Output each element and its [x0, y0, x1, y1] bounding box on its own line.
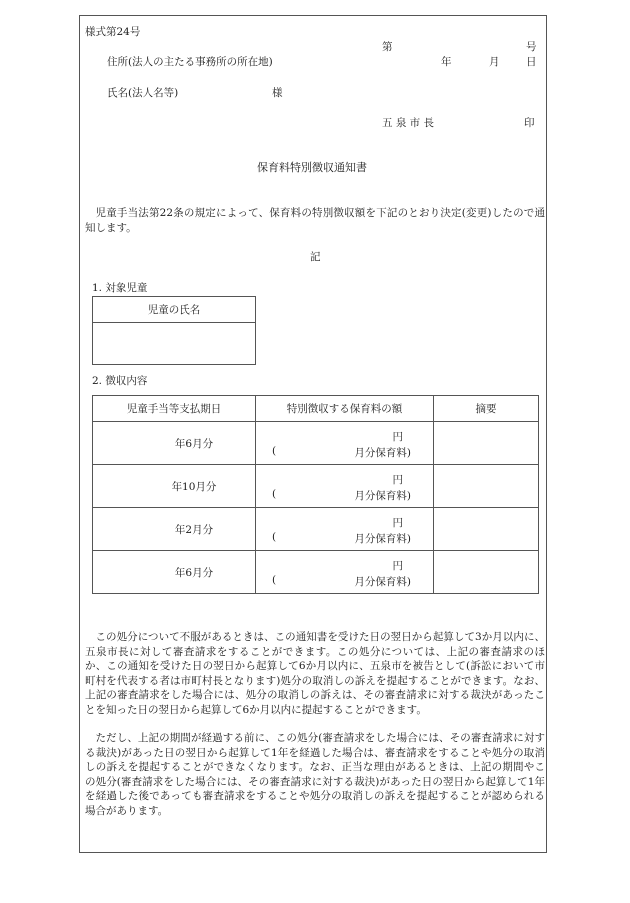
address-label: 住所(法人の主たる事務所の所在地) — [107, 56, 273, 68]
period-cell: 年10月分 — [93, 465, 256, 508]
table-row — [93, 508, 539, 551]
section2-heading: 2. 徴収内容 — [92, 375, 148, 387]
honorific: 様 — [272, 87, 283, 99]
ki-mark: 記 — [310, 251, 321, 263]
remarks-cell[interactable] — [434, 508, 539, 551]
date-month: 月 — [489, 56, 500, 68]
amount-cell[interactable] — [256, 465, 434, 508]
yen-label: 円 — [392, 431, 403, 443]
col-remarks: 摘要 — [434, 396, 539, 422]
remarks-cell[interactable] — [434, 422, 539, 465]
seal-mark: 印 — [524, 117, 535, 129]
remarks-cell[interactable] — [434, 465, 539, 508]
form-number: 様式第24号 — [85, 26, 141, 38]
yen-label: 円 — [392, 560, 403, 572]
child-table — [92, 296, 256, 365]
amount-cell[interactable] — [256, 508, 434, 551]
table-row — [93, 465, 539, 508]
section1-heading: 1. 対象児童 — [92, 282, 148, 294]
doc-number-prefix: 第 — [382, 41, 393, 53]
name-label: 氏名(法人名等) — [107, 87, 179, 99]
col-payment-date: 児童手当等支払期日 — [93, 396, 256, 422]
issuer: 五 泉 市 長 — [382, 117, 435, 129]
appeal-notice-p2: ただし、上記の期間が経過する前に、この処分(審査請求をした場合には、その審査請求に対する裁決)があった日の翌日から起算して1年を経過した場合は、審査請求をすることや処分の取消しの訴えを提起することができなくなります。なお、正当な理由があるときは、上記の期間やこの処分(審査請求をした場合には、その審査請求に対する裁決)があった日の翌日から起算して1年を経過した後であっても審査請求をすることや処分の取消しの訴えを提起することが認められる場合があります。 — [85, 732, 545, 817]
payment-table — [92, 395, 539, 594]
month-fee-label: 月分保育料) — [354, 447, 411, 459]
month-fee-label: 月分保育料) — [354, 533, 411, 545]
appeal-notice-p1: この処分について不服があるときは、この通知書を受けた日の翌日から起算して3か月以内に、五泉市長に対して審査請求をすることができます。この処分については、上記の審査請求のほか、この通知を受けた日の翌日から起算して6か月以内に、五泉市を被告として(訴訟において市町村を代表する者は市町村長となります)処分の取消しの訴えを提起することができます。なお、上記の審査請求をした場合には、処分の取消しの訴えは、その審査請求に対する裁決があったことを知った日の翌日から起算して6か月以内に提起することができます。 — [85, 631, 545, 716]
period-cell: 年6月分 — [93, 551, 256, 594]
amount-cell[interactable] — [256, 422, 434, 465]
open-paren: ( — [272, 574, 277, 586]
remarks-cell[interactable] — [434, 551, 539, 594]
yen-label: 円 — [392, 517, 403, 529]
col-amount: 特別徴収する保育料の額 — [256, 396, 434, 422]
period-cell: 年6月分 — [93, 422, 256, 465]
child-name-cell[interactable] — [93, 323, 256, 365]
amount-cell[interactable] — [256, 551, 434, 594]
date-year: 年 — [441, 56, 452, 68]
period-cell: 年2月分 — [93, 508, 256, 551]
month-fee-label: 月分保育料) — [354, 576, 411, 588]
open-paren: ( — [272, 531, 277, 543]
intro-text: 児童手当法第22条の規定によって、保育料の特別徴収額を下記のとおり決定(変更)したので通知します。 — [85, 207, 545, 234]
table-row — [93, 422, 539, 465]
document-title: 保育料特別徴収通知書 — [257, 161, 367, 174]
open-paren: ( — [272, 445, 277, 457]
date-day: 日 — [526, 56, 537, 68]
child-name-header: 児童の氏名 — [93, 297, 256, 323]
doc-number-suffix: 号 — [526, 41, 537, 53]
open-paren: ( — [272, 488, 277, 500]
month-fee-label: 月分保育料) — [354, 490, 411, 502]
yen-label: 円 — [392, 474, 403, 486]
table-row — [93, 551, 539, 594]
